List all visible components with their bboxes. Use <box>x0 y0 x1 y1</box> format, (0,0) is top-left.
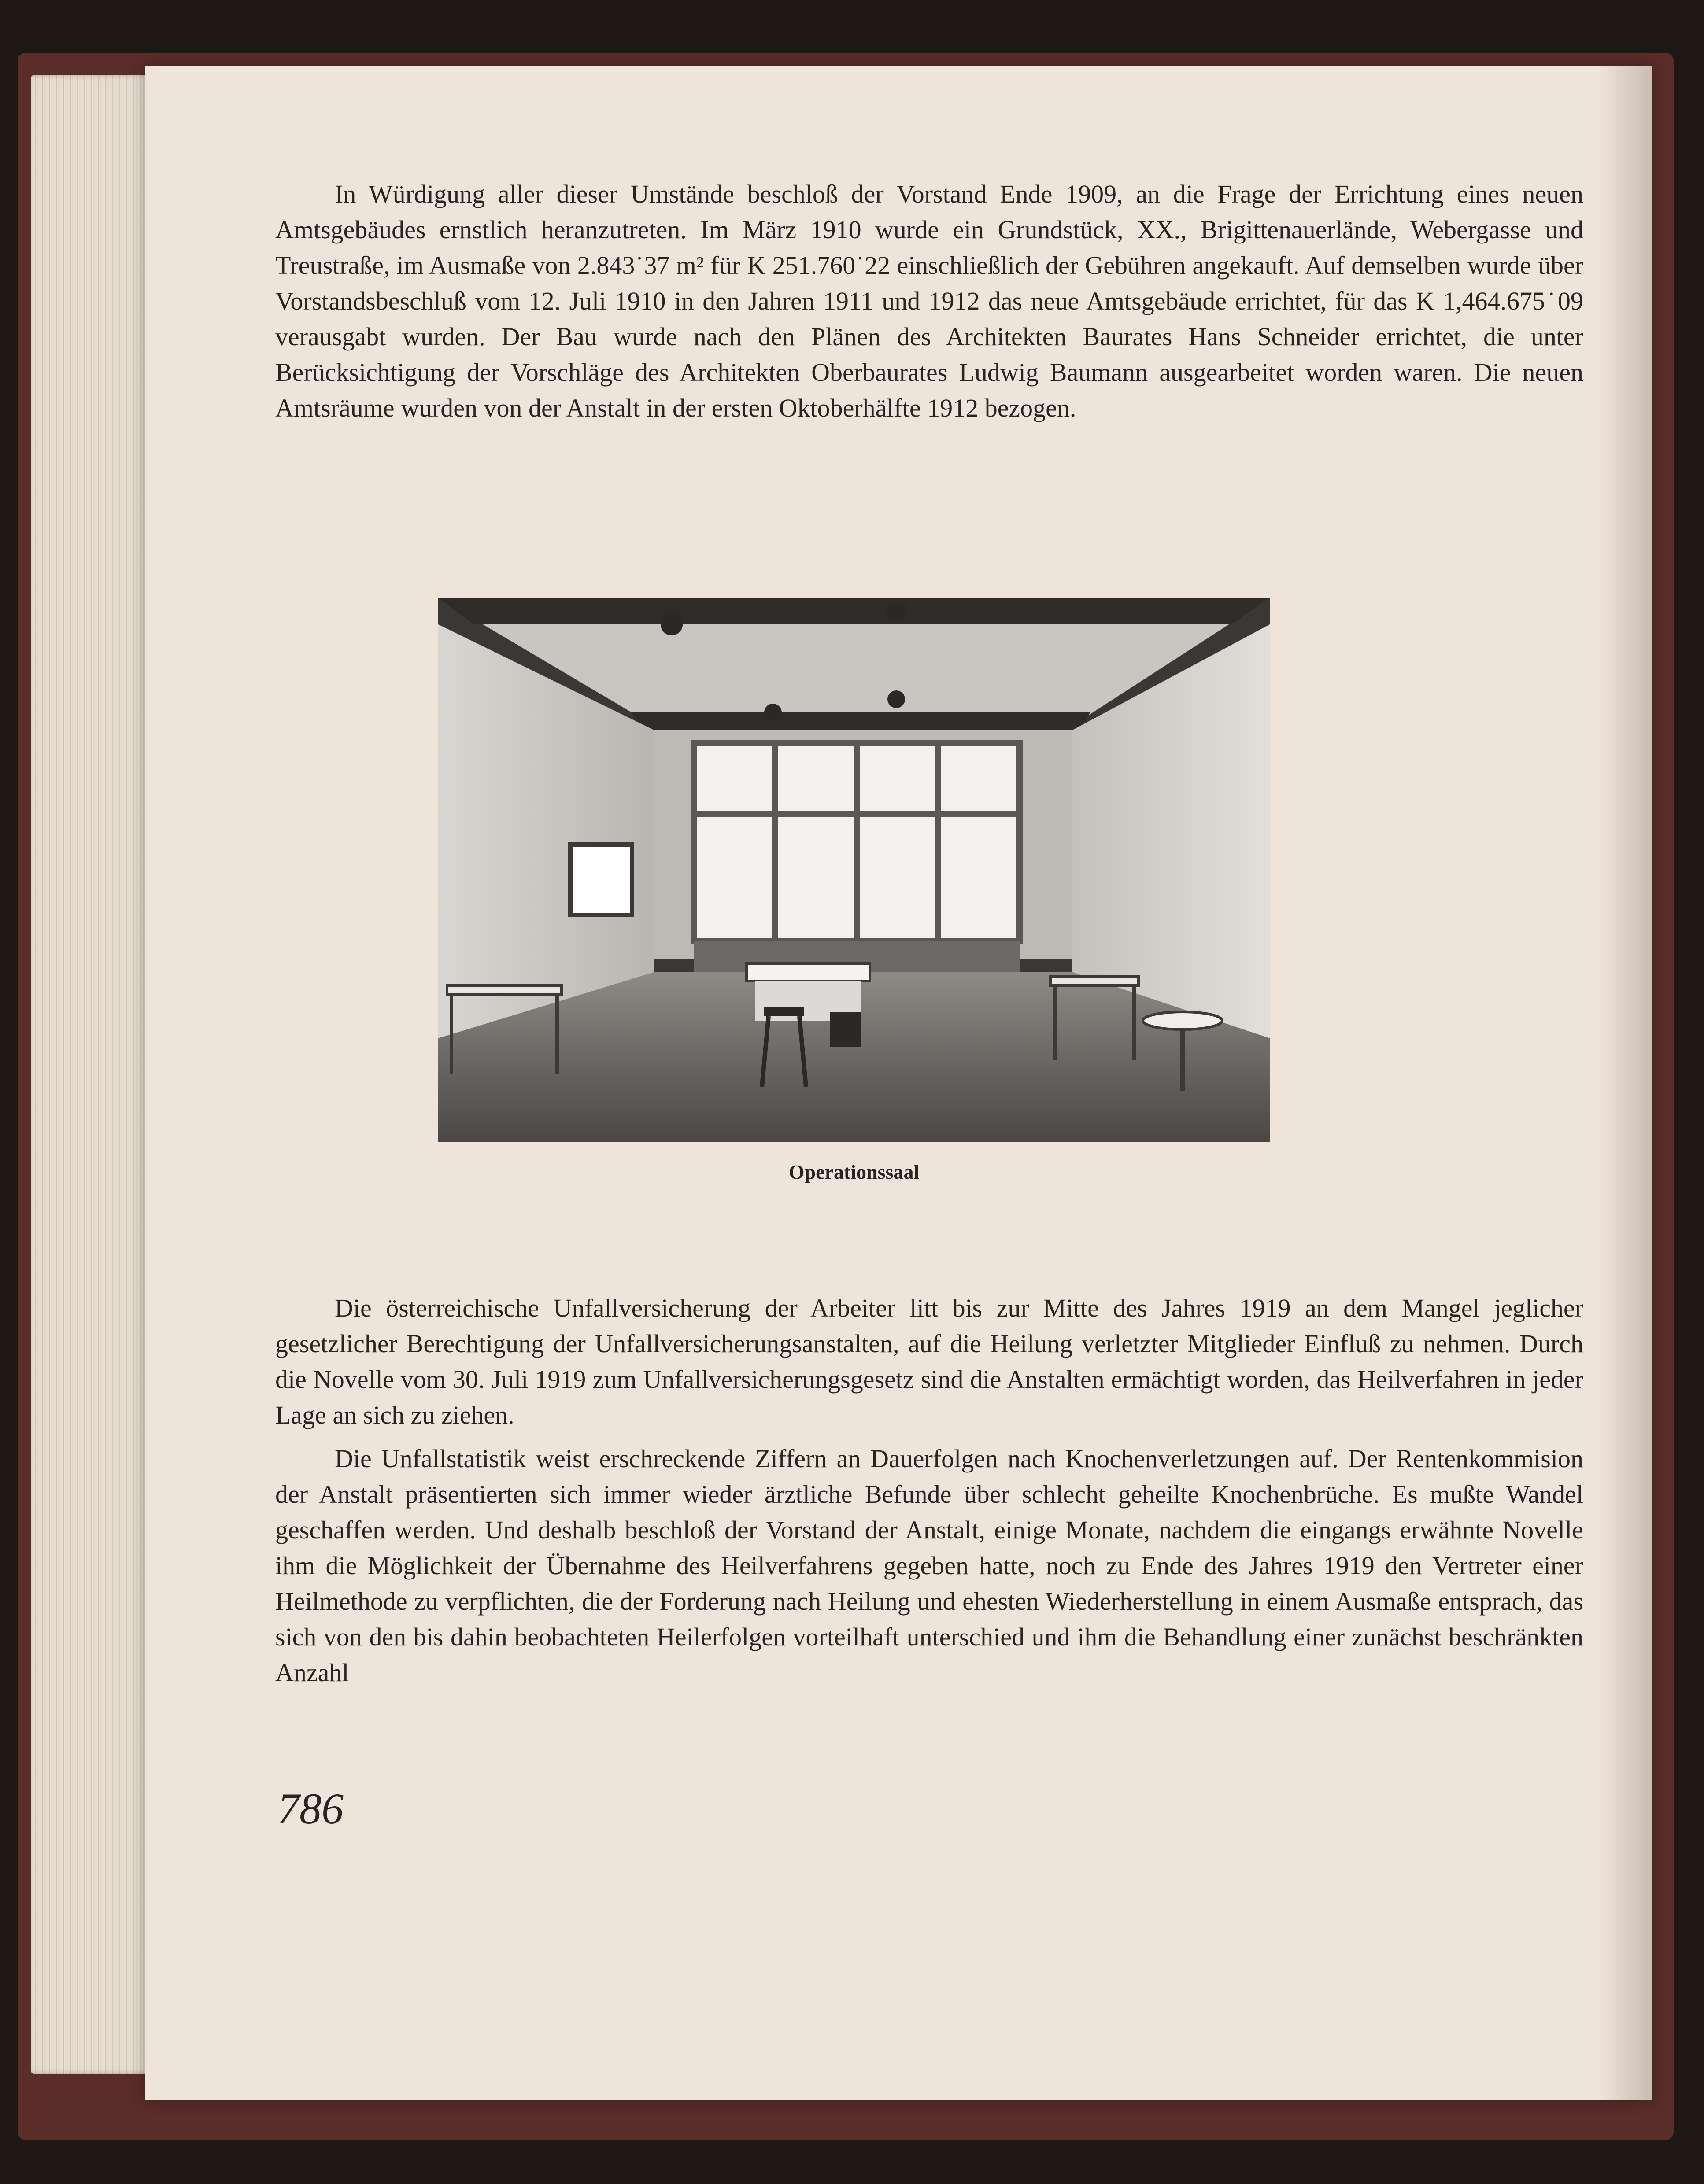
paragraph: In Würdigung aller dieser Umstände beschloß der Vorstand Ende 1909, an die Frage der Errichtung eines neuen Amtsgebäudes ernstlich heranzutreten. Im März 1910 wurde ein Grundstück, XX., Brigittenauerlände, Webergasse und Treustraße, im Ausmaße von 2.843˙37 m² für K 251.760˙22 einschließlich der Gebühren angekauft. Auf demselben wurde über Vorstandsbeschluß vom 12. Juli 1910 in den Jahren 1911 und 1912 das neue Amtsgebäude errichtet, für das K 1,464.675˙09 verausgabt wurden. Der Bau wurde nach den Plänen des Architekten Baurates Hans Schneider errichtet, die unter Berücksichtigung der Vorschläge des Architekten Oberbaurates Ludwig Baumann ausgearbeitet worden waren. Die neuen Amtsräume wurden von der Anstalt in der ersten Oktoberhälfte 1912 bezogen. <box>275 180 1583 422</box>
page-gutter-shadow <box>1599 66 1652 2100</box>
page-number: 786 <box>277 1784 344 1833</box>
text-block-top <box>275 176 1583 426</box>
text-block-bottom <box>275 1290 1583 1690</box>
paragraph: Die Unfallstatistik weist erschreckende Ziffern an Dauerfolgen nach Knochenverletzungen auf. Der Rentenkommision der Anstalt präsentierten sich immer wieder ärztliche Befunde über schlecht geheilte Knochenbrüche. Es mußte Wandel geschaffen werden. Und deshalb beschloß der Vorstand der Anstalt, einige Monate, nachdem die eingangs erwähnte Novelle ihm die Möglichkeit der Übernahme des Heilverfahrens gegeben hatte, noch zu Ende des Jahres 1919 den Vertreter einer Heilmethode zu verpflichten, die der Forderung nach Heilung und ehesten Wiederherstellung in einem Ausmaße entsprach, das sich von den bis dahin beobachteten Heilerfolgen vorteilhaft unterschied und ihm die Behandlung einer zunächst beschränkten Anzahl <box>275 1444 1583 1687</box>
page-edges <box>31 75 163 2074</box>
paragraph: Die österreichische Unfallversicherung der Arbeiter litt bis zur Mitte des Jahres 1919 an dem Mangel jeglicher gesetzlicher Berechtigung der Unfallversicherungsanstalten, auf die Heilung verletzter Mitglieder Einfluß zu nehmen. Durch die Novelle vom 30. Juli 1919 zum Unfallversicherungsgesetz sind die Anstalten ermächtigt worden, das Heilverfahren in jeder Lage an sich zu ziehen. <box>275 1294 1583 1429</box>
operating-room-photo <box>438 598 1270 1142</box>
photo-caption: Operationssaal <box>788 1161 920 1183</box>
operating-room-illustration <box>438 598 1270 1142</box>
